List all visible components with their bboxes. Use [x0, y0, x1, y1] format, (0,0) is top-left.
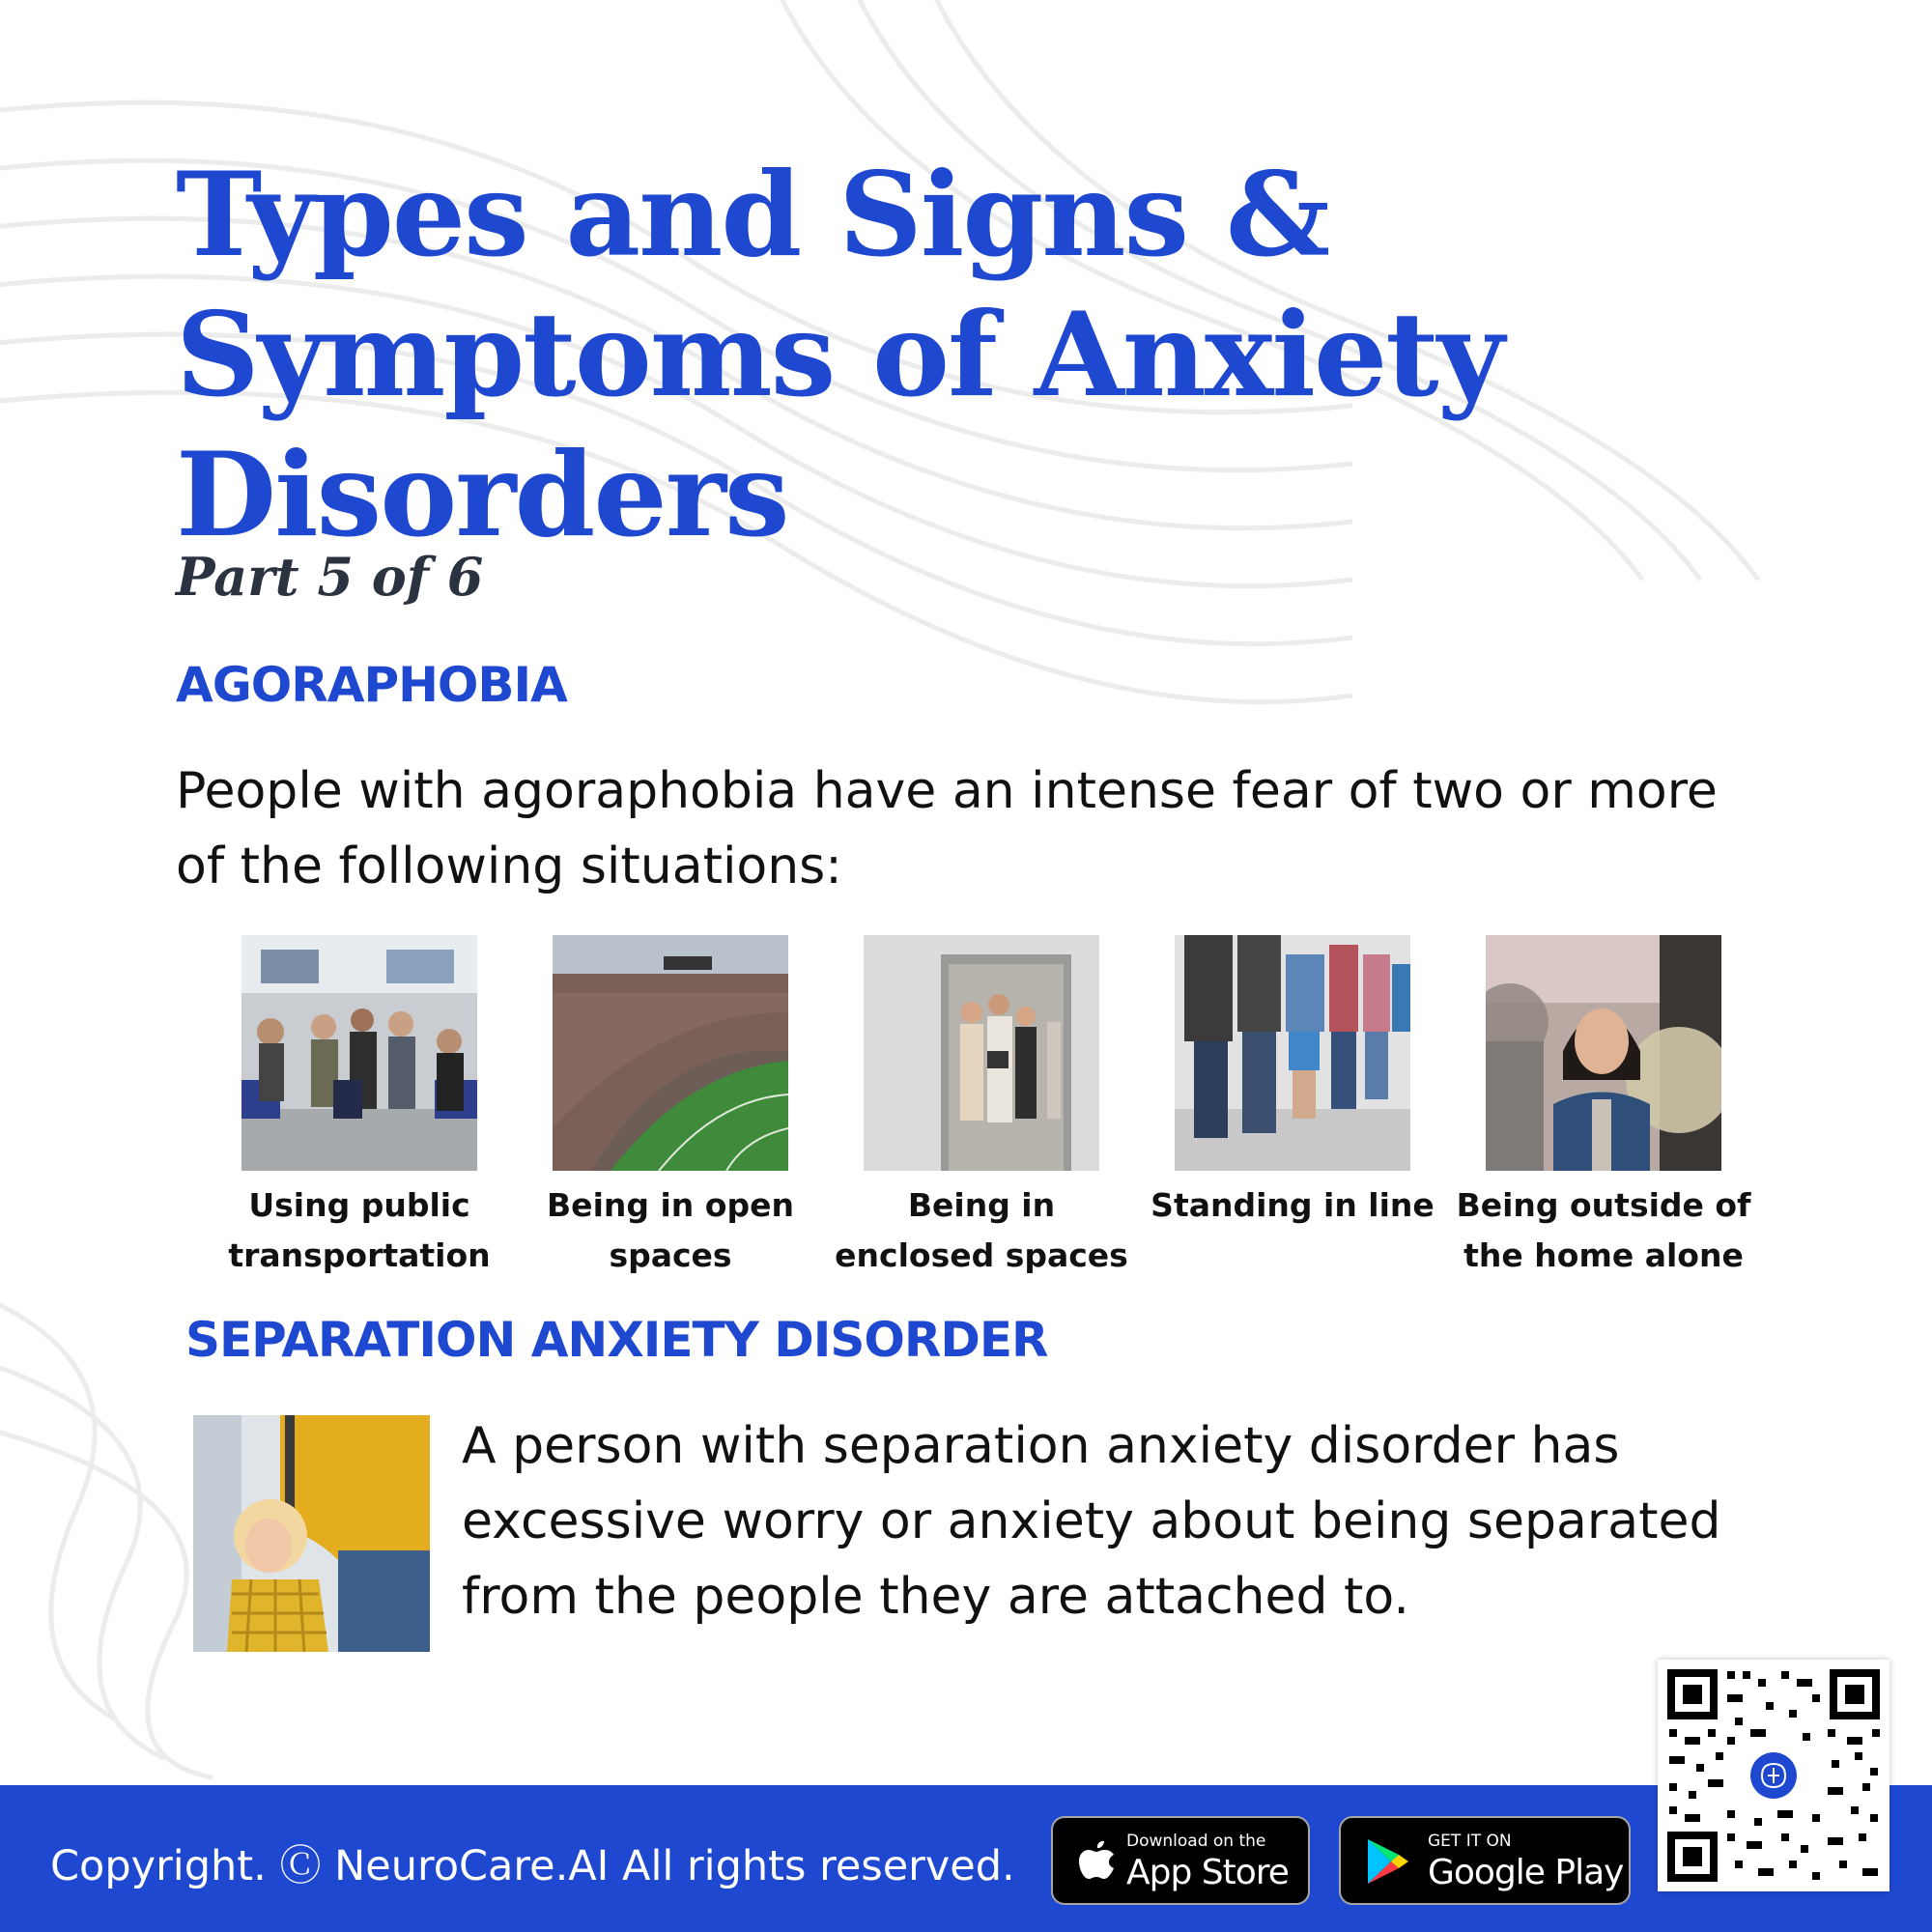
situation-label: Being outside of the home alone: [1456, 1186, 1751, 1274]
app-store-small-text: Download on the: [1126, 1832, 1266, 1851]
queue-photo: [1175, 935, 1410, 1171]
app-store-big-text: App Store: [1126, 1853, 1289, 1892]
girl-in-crowd-photo: [1486, 935, 1721, 1171]
situation-outside-alone: [1449, 935, 1758, 1281]
separation-anxiety-description: A person with separation anxiety disorder has excessive worry or anxiety about being separated from the people they are attached to.: [462, 1417, 1721, 1626]
situation-label: Being in enclosed spaces: [835, 1186, 1128, 1274]
app-store-button[interactable]: [1051, 1816, 1310, 1905]
child-hugging-parent-photo: [193, 1415, 430, 1652]
stadium-photo: [553, 935, 788, 1171]
situation-label: Using public transportation: [228, 1186, 491, 1274]
separation-anxiety-heading: SEPARATION ANXIETY DISORDER: [185, 1312, 1048, 1368]
situation-enclosed-spaces: [827, 935, 1136, 1281]
qr-code[interactable]: [1658, 1660, 1889, 1891]
situation-open-spaces: [516, 935, 825, 1281]
play-triangle-icon: [1358, 1833, 1414, 1889]
google-play-button[interactable]: [1339, 1816, 1631, 1905]
situation-label: Being in open spaces: [547, 1186, 794, 1274]
page-subtitle: Part 5 of 6: [176, 546, 484, 608]
situation-label: Standing in line: [1151, 1186, 1435, 1224]
agoraphobia-situations: [205, 935, 1751, 1274]
elevator-photo: [864, 935, 1099, 1171]
agoraphobia-description: People with agoraphobia have an intense fear of two or more of the following situations:: [176, 762, 1718, 895]
situation-standing-in-line: [1138, 935, 1447, 1231]
page-title: Types and Signs & Symptoms of Anxiety Disorders: [176, 147, 1503, 563]
copyright-text: Copyright. Ⓒ NeuroCare.AI All rights reserved.: [50, 1842, 1015, 1890]
situation-public-transport: [205, 935, 514, 1281]
google-play-small-text: GET IT ON: [1428, 1832, 1512, 1851]
subway-photo: [242, 935, 477, 1171]
google-play-big-text: Google Play: [1428, 1853, 1624, 1892]
agoraphobia-heading: AGORAPHOBIA: [176, 657, 567, 713]
apple-icon: [1070, 1833, 1126, 1889]
